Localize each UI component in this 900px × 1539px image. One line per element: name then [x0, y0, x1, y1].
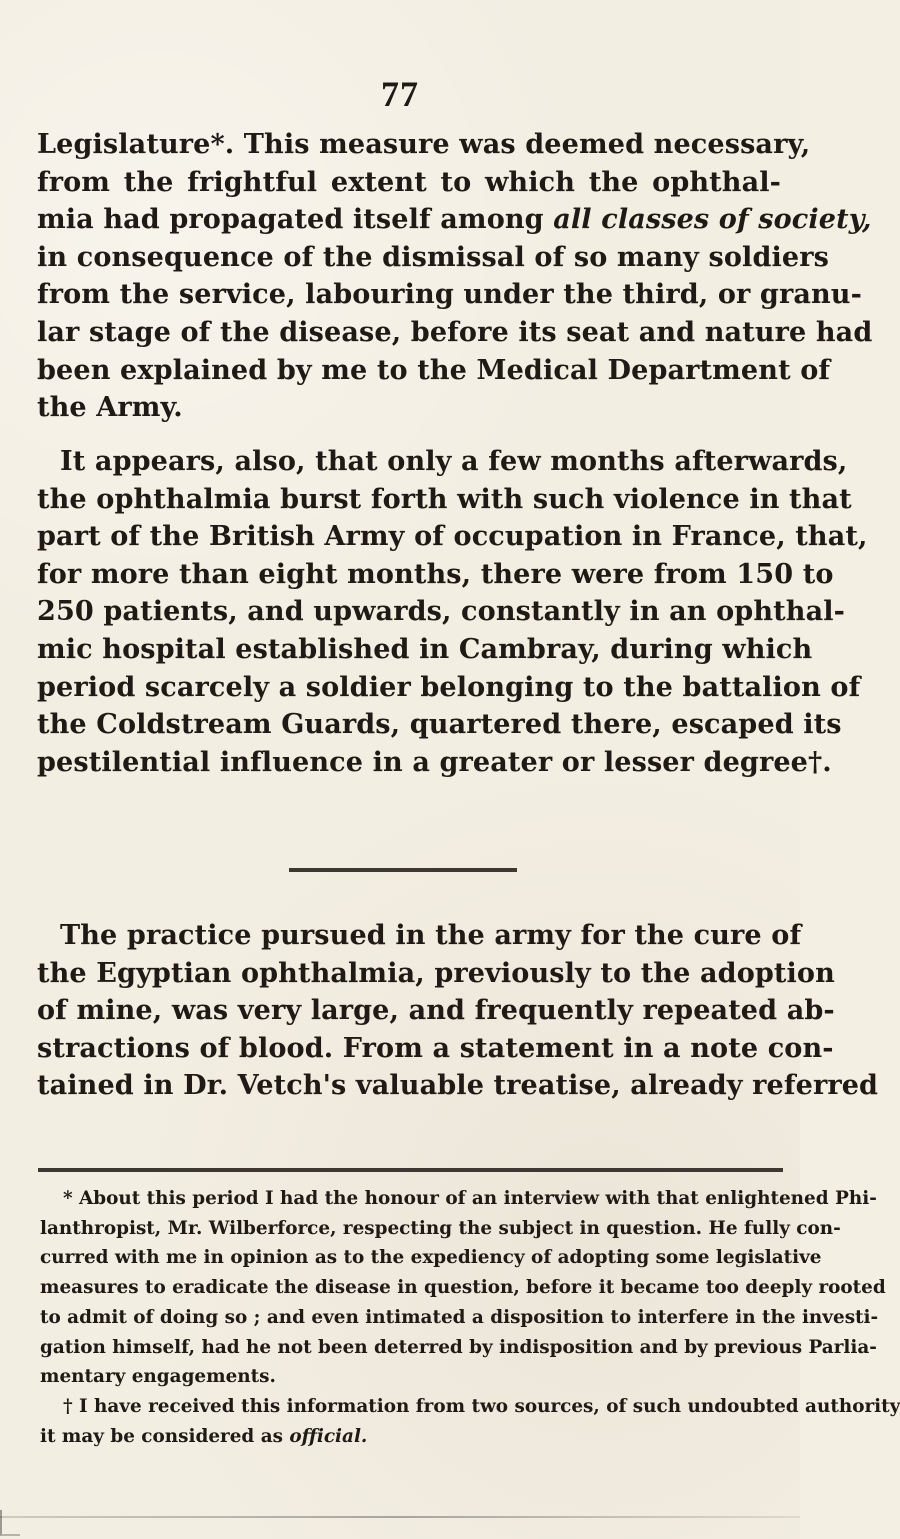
paragraph-1-line-6: lar stage of the disease, before its seat and nature had — [37, 316, 873, 348]
paragraph-3-line-4: stractions of blood. From a statement in a note con- — [37, 1032, 834, 1064]
paragraph-2-line-1: It appears, also, that only a few months afterwards, — [60, 446, 848, 477]
page-bottom-edge — [0, 1516, 800, 1518]
paragraph-2-line-8: the Coldstream Guards, quartered there, escaped its — [37, 709, 842, 741]
paragraph-2-line-2: the ophthalmia burst forth with such violence in that — [37, 483, 852, 515]
paragraph-2-line-7: period scarcely a soldier belonging to the battalion of — [37, 671, 861, 703]
paragraph-1-line-5: from the service, labouring under the third, or granu- — [37, 279, 862, 311]
paragraph-3-line-2: the Egyptian ophthalmia, previously to the adoption — [37, 957, 835, 989]
footnote-1-line-6: gation himself, had he not been deterred by indisposition and by previous Parlia- — [40, 1336, 877, 1358]
page-number: 77 — [381, 74, 419, 114]
paragraph-3 — [37, 917, 879, 1105]
footnote-2-line-1: † I have received this information from two sources, of such undoubted authority — [63, 1395, 900, 1417]
paragraph-1-line-7: been explained by me to the Medical Department of — [37, 354, 831, 386]
paragraph-2-line-4: for more than eight months, there were from 150 to — [37, 558, 834, 590]
paragraph-1 — [37, 126, 873, 427]
paragraph-2-line-3: part of the British Army of occupation in France, that, — [37, 521, 868, 553]
paragraph-1-line-1: Legislature*. This measure was deemed necessary, — [37, 129, 811, 160]
paragraph-1-line-3 — [37, 201, 872, 239]
paragraph-3-line-5: tained in Dr. Vetch's valuable treatise, already referred — [37, 1070, 879, 1102]
paragraph-1-line-2: from the frightful extent to which the ophthal- — [37, 166, 781, 198]
paragraph-2-line-6: mic hospital established in Cambray, during which — [37, 633, 813, 665]
footnote-1-line-4: measures to eradicate the disease in question, before it became too deeply rooted — [40, 1277, 886, 1299]
footnote-1-line-7: mentary engagements. — [40, 1366, 276, 1388]
footnote-2-line-2-prefix: it may be considered as — [40, 1425, 290, 1447]
footnote-2-line-2 — [40, 1422, 782, 1452]
footnote-1-line-2: lanthropist, Mr. Wilberforce, respecting the subject in question. He fully con- — [40, 1217, 841, 1239]
paragraph-2-line-5: 250 patients, and upwards, constantly in an ophthal- — [37, 596, 845, 628]
footnote-1-line-5: to admit of doing so ; and even intimated a disposition to interfere in the investi- — [40, 1306, 879, 1328]
paragraph-1-line-3-text: mia had propagated itself among — [37, 204, 554, 236]
footnote-divider — [38, 1168, 783, 1172]
italic-phrase-society: all classes of society, — [553, 204, 872, 236]
paragraph-3-line-1: The practice pursued in the army for the cure of — [60, 920, 802, 951]
footnote-1-line-3: curred with me in opinion as to the expediency of adopting some legislative — [40, 1247, 822, 1269]
paragraph-1-line-4: in consequence of the dismissal of so many soldiers — [37, 241, 829, 273]
section-divider — [289, 868, 517, 872]
paragraph-2-line-9: pestilential influence in a greater or lesser degree†. — [37, 746, 832, 778]
paragraph-1-line-8: the Army. — [37, 392, 183, 424]
paragraph-3-line-3: of mine, was very large, and frequently repeated ab- — [37, 995, 835, 1027]
footnote-2-italic-official: official. — [289, 1425, 368, 1447]
footnotes — [40, 1184, 900, 1451]
footnote-1-line-1: * About this period I had the honour of an interview with that enlightened Phi- — [63, 1188, 877, 1209]
paragraph-2 — [37, 443, 868, 781]
page-corner-mark — [0, 1510, 20, 1536]
